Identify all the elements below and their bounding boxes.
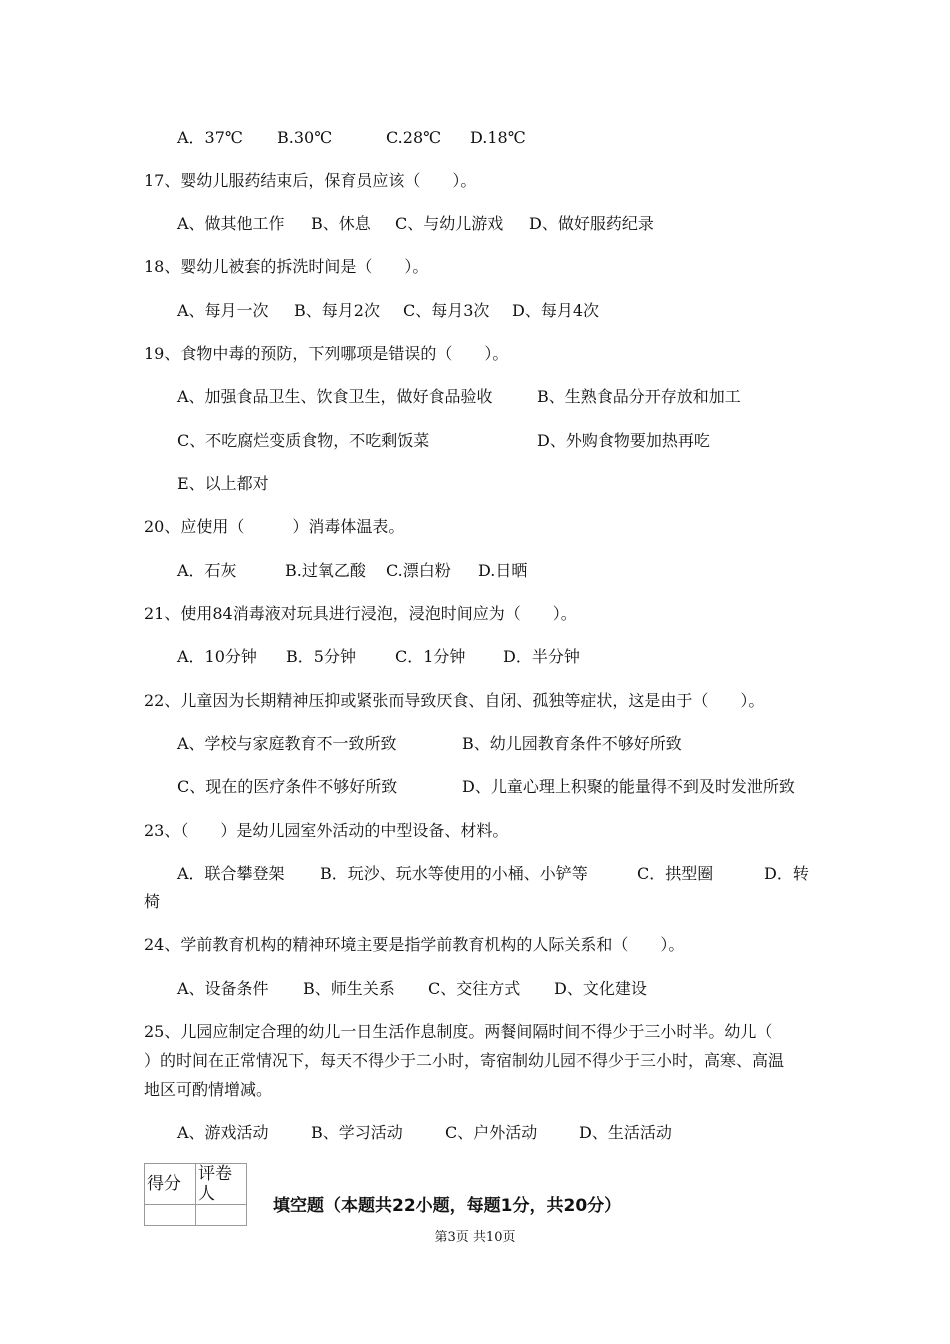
q25-option-a: A、游戏活动: [177, 1123, 269, 1142]
score-box: [144, 1163, 247, 1226]
q19-option-c: C、不吃腐烂变质食物，不吃剩饭菜: [177, 431, 430, 450]
q23-option-a: A．联合攀登架: [177, 864, 285, 883]
q20-stem: 20、应使用（ ）消毒体温表。: [144, 517, 405, 536]
q21-option-a: A．10分钟: [177, 647, 257, 666]
q16-option-b: B.30℃: [277, 128, 333, 147]
q21-option-b: B．5分钟: [286, 647, 356, 666]
q19-option-a: A、加强食品卫生、饮食卫生，做好食品验收: [177, 387, 493, 406]
q22-option-d: D、儿童心理上积聚的能量得不到及时发泄所致: [462, 777, 795, 796]
q20-option-c: C.漂白粉: [386, 561, 451, 580]
q25-stem-line-2: ）的时间在正常情况下，每天不得少于二小时，寄宿制幼儿园不得少于三小时，高寒、高温: [144, 1051, 785, 1070]
score-label: 得分: [145, 1164, 196, 1205]
q25-option-b: B、学习活动: [311, 1123, 403, 1142]
q21-option-d: D．半分钟: [503, 647, 580, 666]
q23-option-d-wrap: 椅: [144, 892, 161, 911]
q16-option-a: A．37℃: [177, 128, 243, 147]
q16-option-d: D.18℃: [470, 128, 526, 147]
q22-option-a: A、学校与家庭教育不一致所致: [177, 734, 397, 753]
grader-cell: [196, 1205, 247, 1226]
q22-option-b: B、幼儿园教育条件不够好所致: [462, 734, 682, 753]
q18-option-a: A、每月一次: [177, 301, 269, 320]
q19-option-d: D、外购食物要加热再吃: [537, 431, 710, 450]
q20-option-d: D.日晒: [478, 561, 528, 580]
q17-option-b: B、休息: [311, 214, 371, 233]
q18-option-b: B、每月2次: [294, 301, 380, 320]
page-footer: 第3页 共10页: [434, 1230, 516, 1245]
q18-option-d: D、每月4次: [512, 301, 600, 320]
q18-stem: 18、婴幼儿被套的拆洗时间是（ ）。: [144, 257, 429, 276]
q23-option-c: C．拱型圈: [637, 864, 714, 883]
q17-option-c: C、与幼儿游戏: [395, 214, 504, 233]
q24-option-b: B、师生关系: [303, 979, 395, 998]
q17-option-d: D、做好服药纪录: [529, 214, 654, 233]
q25-stem-line-1: 25、儿园应制定合理的幼儿一日生活作息制度。两餐间隔时间不得少于三小时半。幼儿（: [144, 1022, 773, 1041]
q25-stem-line-3: 地区可酌情增减。: [144, 1080, 273, 1099]
q18-option-c: C、每月3次: [403, 301, 490, 320]
q24-option-c: C、交往方式: [428, 979, 521, 998]
q19-option-b: B、生熟食品分开存放和加工: [537, 387, 741, 406]
q25-option-d: D、生活活动: [579, 1123, 672, 1142]
score-cell: [145, 1205, 196, 1226]
q24-option-d: D、文化建设: [554, 979, 647, 998]
q23-option-b: B．玩沙、玩水等使用的小桶、小铲等: [320, 864, 588, 883]
q24-stem: 24、学前教育机构的精神环境主要是指学前教育机构的人际关系和（ ）。: [144, 935, 685, 954]
q17-option-a: A、做其他工作: [177, 214, 285, 233]
q20-option-b: B.过氧乙酸: [285, 561, 366, 580]
q22-option-c: C、现在的医疗条件不够好所致: [177, 777, 398, 796]
q21-stem: 21、使用84消毒液对玩具进行浸泡，浸泡时间应为（ ）。: [144, 604, 577, 623]
q23-option-d: D．转: [764, 864, 809, 883]
q24-option-a: A、设备条件: [177, 979, 269, 998]
q19-stem: 19、食物中毒的预防，下列哪项是错误的（ ）。: [144, 344, 509, 363]
q25-option-c: C、户外活动: [445, 1123, 538, 1142]
q19-option-e: E、以上都对: [177, 474, 269, 493]
q20-option-a: A．石灰: [177, 561, 237, 580]
section-title: 填空题（本题共22小题，每题1分，共20分）: [273, 1196, 622, 1216]
q21-option-c: C．1分钟: [395, 647, 466, 666]
q17-stem: 17、婴幼儿服药结束后，保育员应该（ ）。: [144, 171, 477, 190]
q16-option-c: C.28℃: [386, 128, 442, 147]
grader-label: 评卷人: [196, 1164, 247, 1205]
q23-stem: 23、（ ）是幼儿园室外活动的中型设备、材料。: [144, 821, 509, 840]
q22-stem: 22、儿童因为长期精神压抑或紧张而导致厌食、自闭、孤独等症状，这是由于（ ）。: [144, 691, 765, 710]
